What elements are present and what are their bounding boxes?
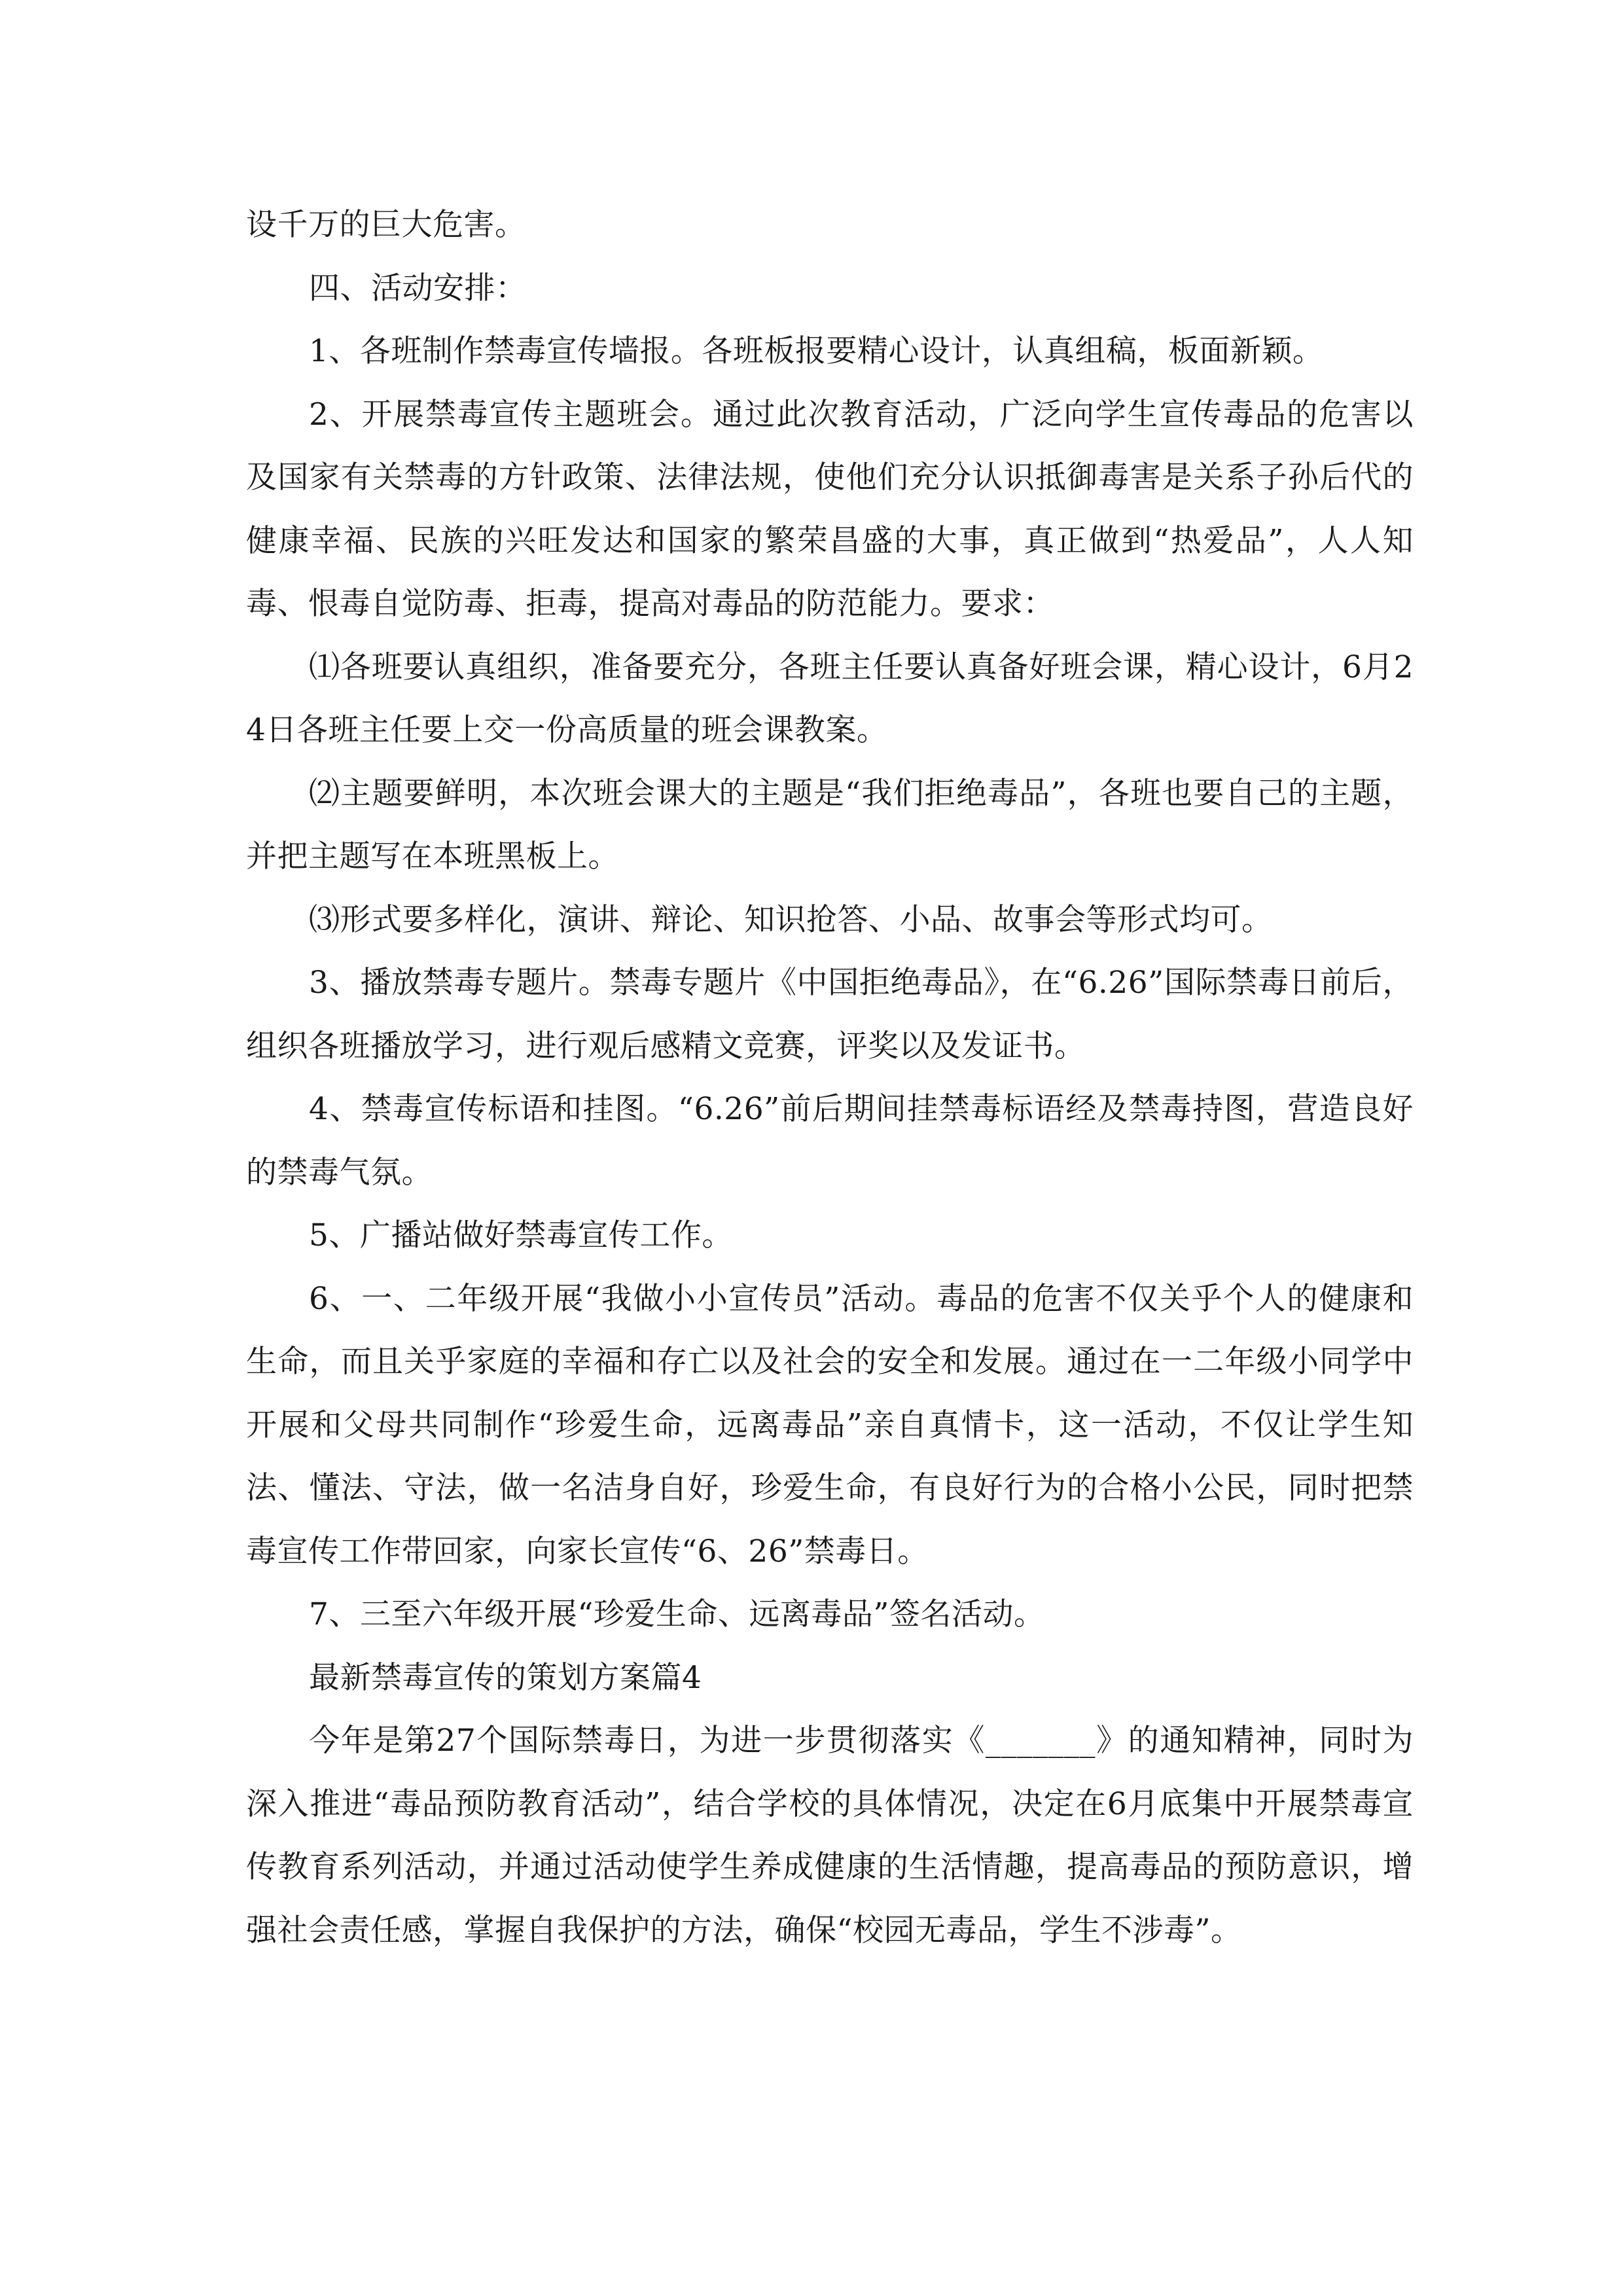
section-heading-plan-4: 最新禁毒宣传的策划方案篇4 — [309, 1659, 702, 1696]
section-heading-activity-arrangement: 四、活动安排： — [309, 270, 527, 306]
paragraph-item-7: 7、三至六年级开展“珍爱生命、远离毒品”签名活动。 — [309, 1596, 1045, 1632]
paragraph-requirement-3: ⑶形式要多样化，演讲、辩论、知识抢答、小品、故事会等形式均可。 — [309, 901, 1273, 938]
paragraph-continuation: 设千万的巨大危害。 — [246, 207, 526, 243]
paragraph-item-3: 3、播放禁毒专题片。禁毒专题片《中国拒绝毒品》，在“6.26”国际禁毒日前后，组织各班播放学习，进行观后感精文竞赛，评奖以及发证书。 — [246, 965, 1414, 1064]
paragraph-plan-4-intro: 今年是第27个国际禁毒日，为进一步贯彻落实《_______》的通知精神，同时为深入推进“毒品预防教育活动”，结合学校的具体情况，决定在6月底集中开展禁毒宣传教育系列活动，并通过活动使学生养成健康的生活情趣，提高毒品的预防意识，增强社会责任感，掌握自我保护的方法，确保“校园无毒品，学生不涉毒”。 — [246, 1723, 1414, 1948]
document-body — [246, 194, 1414, 1962]
paragraph-requirement-2: ⑵主题要鲜明，本次班会课大的主题是“我们拒绝毒品”，各班也要自己的主题，并把主题写在本班黑板上。 — [246, 775, 1414, 874]
paragraph-item-2: 2、开展禁毒宣传主题班会。通过此次教育活动，广泛向学生宣传毒品的危害以及国家有关禁毒的方针政策、法律法规，使他们充分认识抵御毒害是关系子孙后代的健康幸福、民族的兴旺发达和国家的繁荣昌盛的大事，真正做到“热爱品”，人人知毒、恨毒自觉防毒、拒毒，提高对毒品的防范能力。要求： — [246, 396, 1414, 622]
paragraph-item-5: 5、广播站做好禁毒宣传工作。 — [309, 1217, 733, 1253]
paragraph-requirement-1: ⑴各班要认真组织，准备要充分，各班主任要认真备好班会课，精心设计，6月24日各班主任要上交一份高质量的班会课教案。 — [246, 649, 1414, 748]
paragraph-item-1: 1、各班制作禁毒宣传墙报。各班板报要精心设计，认真组稿，板面新颖。 — [309, 333, 1324, 369]
paragraph-item-4: 4、禁毒宣传标语和挂图。“6.26”前后期间挂禁毒标语经及禁毒持图，营造良好的禁毒气氛。 — [246, 1091, 1414, 1191]
paragraph-item-6: 6、一、二年级开展“我做小小宣传员”活动。毒品的危害不仅关乎个人的健康和生命，而且关乎家庭的幸福和存亡以及社会的安全和发展。通过在一二年级小同学中开展和父母共同制作“珍爱生命，远离毒品”亲自真情卡，这一活动，不仅让学生知法、懂法、守法，做一名洁身自好，珍爱生命，有良好行为的合格小公民，同时把禁毒宣传工作带回家，向家长宣传“6、26”禁毒日。 — [246, 1280, 1414, 1570]
